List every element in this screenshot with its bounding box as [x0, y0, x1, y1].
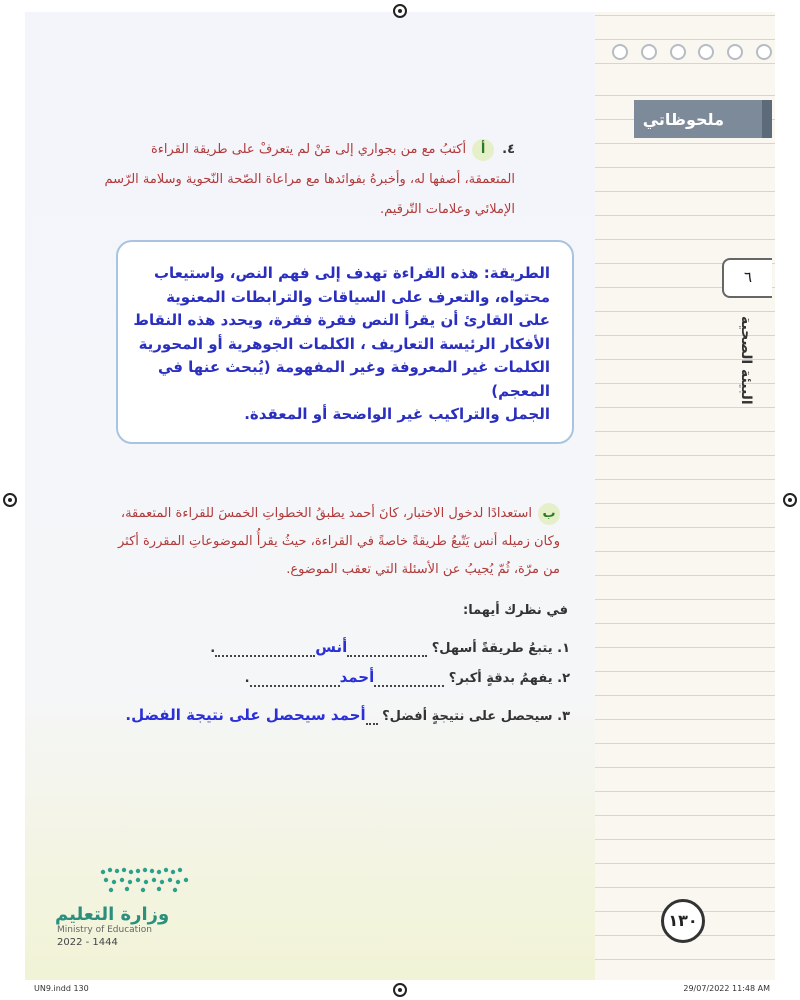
question-number: ٤. — [502, 142, 515, 157]
handwritten-answer — [130, 262, 550, 427]
ministry-name-en: Ministry of Education — [57, 925, 152, 935]
footer-file: UN9.indd 130 — [34, 984, 89, 993]
question-b — [100, 500, 560, 584]
item-answer: أنس — [315, 638, 348, 656]
answer-line: على القارئ أن يقرأ النص فقرة فقرة، ويحدد هذه النقاط — [133, 311, 550, 329]
item-answer: أحمد سيحصل على نتيجة الفضل. — [125, 706, 366, 724]
binder-hole-icon — [756, 44, 772, 60]
ministry-logo-icon — [97, 862, 193, 894]
answer-item-1: ١. يتبعُ طريقةً أسهل؟ أنس. — [210, 638, 570, 656]
answer-line: محتواه، والتعرف على السياقات والترابطات المعنوية — [166, 287, 550, 306]
answer-line: الطريقة: هذه القراءة تهدف إلى فهم النص، واستيعاب — [153, 264, 550, 282]
binder-holes — [612, 44, 772, 60]
item-question: ٣. سيحصل على نتيجةٍ أفضل؟ — [382, 709, 570, 724]
binder-hole-icon — [698, 44, 714, 60]
binder-hole-icon — [727, 44, 743, 60]
page-number: ١٣٠ — [661, 899, 705, 943]
registration-mark-icon — [393, 4, 407, 18]
item-answer: أحمد — [339, 668, 375, 686]
unit-title: البيئة الصحية — [738, 315, 754, 405]
footer-date: 29/07/2022 11:48 AM — [683, 984, 770, 993]
question-b-text: استعدادًا لدخول الاختبار، كانَ أحمد يطبقُ الخطواتِ الخمسَ للقراءة المتعمقة، وكان زميله أنس يَتّبعُ طريقةً خاصةً في القراءة، حيثُ يقرأُ الموضوعاتِ المقررة أكثر من مرّة، ثُمّ يُجيبُ عن الأسئلة التي تعقب الموضوع. — [117, 506, 560, 577]
answer-line: الكلمات غير المعروفة وغير المفهومة (يُبحث عنها في المعجم) — [157, 358, 550, 400]
answer-line: الأفكار الرئيسة التعاريف ، الكلمات الجوهرية أو المحورية — [138, 334, 550, 353]
registration-mark-icon — [393, 983, 407, 997]
question-prompt: في نظرك أيهما: — [463, 603, 568, 618]
item-question: ٢. يفهمُ بدقةٍ أكبر؟ — [448, 671, 570, 686]
notes-title: ملحوظاتي — [642, 109, 724, 129]
binder-hole-icon — [612, 44, 628, 60]
binder-hole-icon — [641, 44, 657, 60]
answer-line: الجمل والتراكيب غير الواضحة أو المعقدة. — [244, 405, 550, 423]
binder-hole-icon — [670, 44, 686, 60]
notes-tab — [634, 100, 772, 138]
registration-mark-icon — [783, 493, 797, 507]
question-4 — [100, 135, 515, 225]
question-4-text: أكتبُ مع من بجواري إلى مَنْ لم يتعرفْ على طريقة القراءة المتعمقة، أصفها له، وأخبرهُ بفوائدها مع مراعاة الصّحة النّحوية وسلامة الرّسم الإملائي وعلامات التّرقيم. — [104, 142, 515, 217]
answer-item-3 — [110, 702, 570, 728]
answer-item-2: ٢. يفهمُ بدقةٍ أكبر؟ أحمد. — [244, 668, 570, 686]
registration-mark-icon — [3, 493, 17, 507]
unit-number: ٦ — [722, 258, 772, 298]
question-letter-badge: ب — [538, 503, 560, 525]
notes-panel — [595, 12, 775, 980]
ministry-name-ar: وزارة التعليم — [55, 904, 170, 925]
item-question: ١. يتبعُ طريقةً أسهل؟ — [431, 641, 570, 656]
question-letter-badge: أ — [472, 139, 494, 161]
academic-year: 2022 - 1444 — [57, 937, 118, 948]
